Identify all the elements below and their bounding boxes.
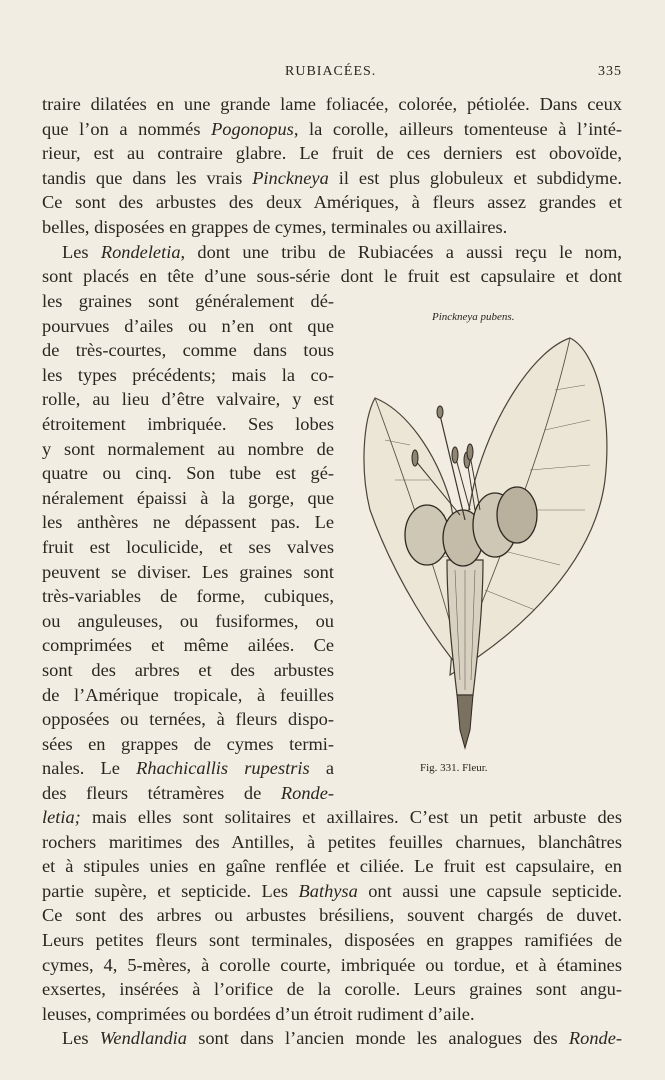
text-segment: sont dans l’ancien monde les analogues des bbox=[186, 1028, 569, 1049]
text-segment: nales. Le bbox=[42, 758, 137, 779]
text-line bbox=[42, 166, 622, 191]
text-line bbox=[42, 756, 334, 781]
text-line bbox=[42, 805, 622, 830]
text-line: de l’Amérique tropicale, à feuilles bbox=[42, 684, 334, 705]
text-segment: Les bbox=[62, 1028, 100, 1049]
text-line: rieur, est au contraire glabre. Le fruit de ces derniers est obovoïde, bbox=[42, 143, 622, 164]
text-segment: que l’on a nommés bbox=[42, 118, 212, 139]
text-line: de très-courtes, comme dans tous bbox=[42, 340, 334, 361]
italic-term: Rondeletia bbox=[100, 241, 181, 262]
text-line: quatre ou cinq. Son tube est gé- bbox=[42, 463, 334, 484]
text-line: sont placés en tête d’une sous-série dont le fruit est capsulaire et dont bbox=[42, 266, 622, 287]
text-line: belles, disposées en grappes de cymes, terminales ou axillaires. bbox=[42, 216, 508, 237]
text-line: fruit est loculicide, et ses valves bbox=[42, 536, 334, 557]
italic-term: Rhachicallis rupestris bbox=[136, 758, 310, 779]
text-line bbox=[42, 781, 334, 806]
text-segment: partie supère, et septicide. Les bbox=[42, 880, 299, 901]
text-line: Ce sont des arbustes des deux Amériques, à fleurs assez grandes et bbox=[42, 192, 622, 213]
text-line: les anthères ne dépassent pas. Le bbox=[42, 512, 334, 533]
text-line: rochers maritimes des Antilles, à petites feuilles charnues, blanchâtres bbox=[42, 831, 622, 852]
italic-term: Ronde- bbox=[568, 1028, 622, 1049]
text-segment: , dont une tribu de Rubiacées a aussi reçu le nom, bbox=[180, 241, 622, 262]
running-head bbox=[42, 64, 622, 84]
text-line: opposées ou ternées, à fleurs dispo- bbox=[42, 709, 334, 730]
text-line: exsertes, insérées à l’orifice de la corolle. Leurs graines sont angu- bbox=[42, 979, 622, 1000]
paragraph-top bbox=[42, 92, 622, 289]
text-line: sont des arbres et des arbustes bbox=[42, 659, 334, 680]
text-segment: il est plus globuleux et subdidyme. bbox=[328, 167, 622, 188]
text-line: comprimées et même ailées. Ce bbox=[42, 635, 334, 656]
text-line: rolle, au lieu d’être valvaire, y est bbox=[42, 389, 334, 410]
text-line bbox=[42, 1026, 622, 1051]
text-segment: mais elles sont solitaires et axillaires. C’est un petit arbuste des bbox=[80, 807, 622, 827]
flower-illustration bbox=[355, 330, 615, 760]
text-line: traire dilatées en une grande lame foliacée, colorée, pétiolée. Dans ceux bbox=[42, 94, 622, 114]
text-line: très-variables de forme, cubiques, bbox=[42, 586, 334, 607]
italic-term: Pinckneya bbox=[252, 167, 329, 188]
text-segment: a bbox=[309, 758, 334, 779]
italic-term: Wendlandia bbox=[99, 1028, 187, 1049]
text-line: y sont normalement au nombre de bbox=[42, 438, 334, 459]
italic-term: letia; bbox=[42, 807, 81, 827]
italic-term: Ronde- bbox=[280, 782, 334, 803]
figure-title: Pinckneya pubens. bbox=[432, 311, 515, 323]
text-segment: , la corolle, ailleurs tomenteuse à l’inté- bbox=[293, 118, 622, 139]
text-segment: des fleurs tétramères de bbox=[42, 782, 281, 803]
text-line: leuses, comprimées ou bordées d’un étroit rudiment d’aile. bbox=[42, 1003, 475, 1024]
text-segment: Les bbox=[62, 241, 101, 262]
figure-caption: Fig. 331. Fleur. bbox=[420, 762, 488, 774]
text-segment: tandis que dans les vrais bbox=[42, 167, 253, 188]
page-number: 335 bbox=[598, 64, 622, 79]
text-line: peuvent se diviser. Les graines sont bbox=[42, 561, 334, 582]
text-line: sées en grappes de cymes termi- bbox=[42, 733, 334, 754]
text-line: ou anguleuses, ou fusiformes, ou bbox=[42, 610, 334, 631]
text-line bbox=[42, 117, 622, 142]
text-line bbox=[42, 879, 622, 904]
text-line: les graines sont généralement dé- bbox=[42, 291, 334, 311]
text-line bbox=[42, 240, 622, 265]
text-line: Ce sont des arbres ou arbustes brésiliens, souvent chargés de duvet. bbox=[42, 905, 622, 926]
italic-term: Bathysa bbox=[298, 880, 358, 901]
text-line: néralement épaissi à la gorge, que bbox=[42, 487, 334, 508]
text-segment: ont aussi une capsule septicide. bbox=[357, 880, 622, 901]
italic-term: Pogonopus bbox=[211, 118, 294, 139]
text-line: cymes, 4, 5-mères, à corolle courte, imbriquée ou tordue, et à étamines bbox=[42, 954, 622, 975]
text-line: Leurs petites fleurs sont terminales, disposées en grappes ramifiées de bbox=[42, 929, 622, 950]
paragraph-bottom bbox=[42, 805, 622, 1051]
text-line: étroitement imbriquée. Ses lobes bbox=[42, 413, 334, 434]
text-line: les types précédents; mais la co- bbox=[42, 364, 334, 385]
paragraph-narrow bbox=[42, 289, 334, 805]
chapter-title: RUBIACÉES. bbox=[285, 64, 377, 79]
text-line: pourvues d’ailes ou n’en ont que bbox=[42, 315, 334, 336]
text-line: et à stipules unies en gaîne renflée et ciliée. Le fruit est capsulaire, en bbox=[42, 856, 622, 877]
